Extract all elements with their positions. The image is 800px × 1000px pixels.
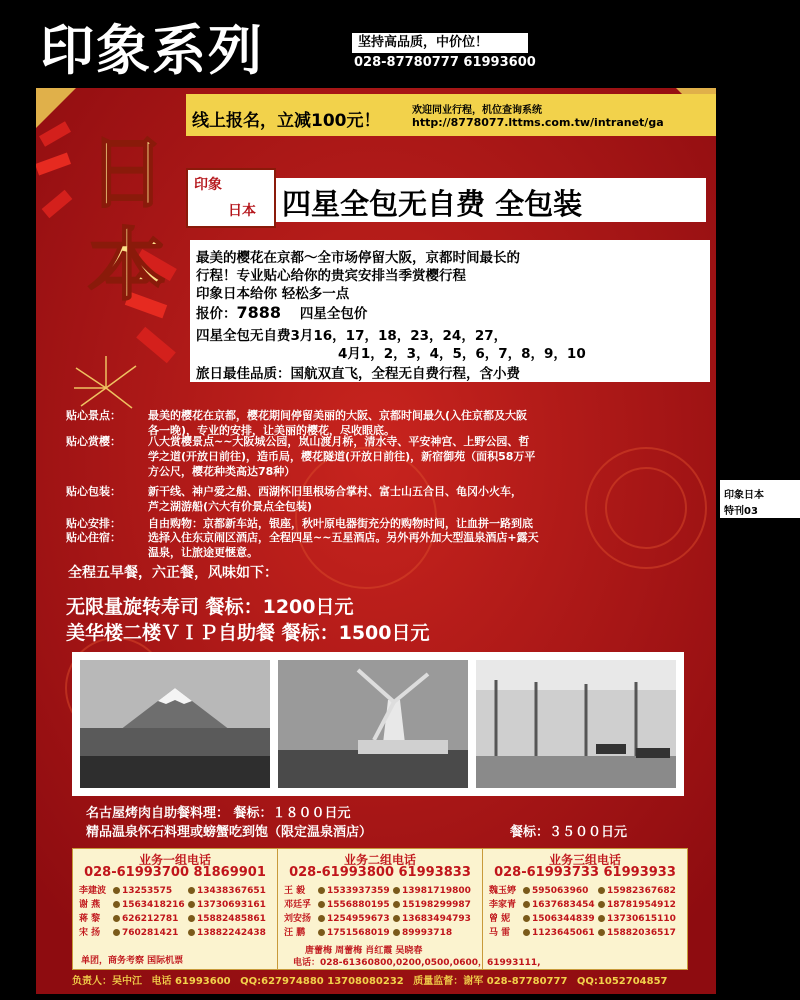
header-hotlines: 028-87780777 61993600 [354,55,536,70]
contact-icon [113,887,120,894]
series-title: 印象系列 [40,19,264,82]
contact-bottom-left: 单团，商务考察 国际机票 [81,956,184,966]
tip-line: 学之道(开放日前往)，造币局，樱花隧道(开放日前往)，新宿御苑（面积58万平 [148,450,536,463]
contact-bottom-mid2: 电话：028-61360800,0200,0500,0600，61993111, [293,958,541,968]
contact-person-row [489,897,676,910]
contact-icon [188,887,195,894]
contact-number[interactable]: 13683494793 [402,914,471,924]
photo-strip [72,652,684,796]
contact-person-row [284,925,468,938]
contact-icon [113,929,120,936]
contact-name: 谢 燕 [79,900,101,910]
contact-name: 魏玉婷 [489,886,517,896]
footer [72,972,716,992]
contact-icon [598,887,605,894]
contact-number[interactable]: 1254959673 [327,914,390,924]
tip-label: 贴心包装： [66,485,121,498]
contact-person-row [489,883,676,896]
contact-name: 蒋 黎 [79,914,101,924]
quality-line: 旅日最佳品质：国航双直飞，全程无自费行程，含小费 [196,366,520,382]
contact-person-row [489,925,676,938]
contact-number[interactable]: 13438367651 [197,886,266,896]
intro-line3: 印象日本给你 轻松多一点 [196,286,350,302]
windmill-photo [278,660,468,788]
contact-box [72,848,688,970]
contact-bottom-mid1: 唐蕾梅 周蕾梅 肖红霞 吴晓春 [305,946,423,956]
contact-name: 李家青 [489,900,517,910]
group-title: 业务二组电话 [343,853,416,867]
meal-2: 美华楼二楼ＶＩＰ自助餐 餐标：1500日元 [66,622,430,644]
contact-number[interactable]: 13882242438 [197,928,266,938]
dates-april: 4月1，2，3，4，5，6，7，8，9，10 [338,346,586,362]
contact-name: 马 雷 [489,928,511,938]
headline: 四星全包无自费 全包装 [282,187,583,221]
group-title: 业务一组电话 [138,853,211,867]
logo-seal [186,168,276,228]
tip-label: 贴心赏樱： [66,435,121,448]
footer-quality: 质量监督：谢军 028-87780777 [413,976,568,987]
price-row [196,302,367,322]
tip-line: 各一晚)，专业的安排，让美丽的樱花，尽收眼底。 [148,424,396,437]
logo-line1: 印象 [194,177,222,193]
contact-number[interactable]: 1556880195 [327,900,390,910]
tip-line: 选择入住东京闹区酒店，全程四星~~五星酒店。另外再外加大型温泉酒店+露天 [148,531,539,544]
restaurant-photo [476,660,676,788]
contact-icon [318,901,325,908]
tip-label: 贴心景点： [66,409,121,422]
tip-line: 芦之湖游船(六大有价景点全包装) [148,500,313,513]
meal-1: 无限量旋转寿司 餐标：1200日元 [66,596,354,618]
contact-icon [598,929,605,936]
contact-number[interactable]: 13730615110 [607,914,676,924]
meal-4-price: 餐标：３５００日元 [510,825,628,840]
contact-icon [598,915,605,922]
contact-icon [598,901,605,908]
peer-note: 欢迎同业行程，机位查询系统 [412,105,542,116]
price-value: 7888 [236,303,282,322]
meal-3: 名古屋烤肉自助餐料理： 餐标：１８００日元 [86,806,351,821]
contact-icon [523,901,530,908]
group-phone[interactable]: 028-61993800 61993833 [289,865,471,880]
contact-name: 王 毅 [284,886,306,896]
contact-icon [188,915,195,922]
contact-icon [393,887,400,894]
tip-label: 贴心安排： [66,517,121,530]
contact-person-row [284,911,471,924]
contact-number[interactable]: 1533937359 [327,886,390,896]
contact-person-row [284,897,471,910]
intro-line1: 最美的樱花在京都～全市场停留大阪，京都时间最长的 [196,250,520,266]
footer-qq2[interactable]: QQ:1052704857 [576,976,668,987]
tip-line: 新干线、神户爱之船、西湖怀旧里根场合掌村、富士山五合目、龟冈小火车， [148,485,522,498]
tip-line: 方公尺，樱花种类高达78种） [148,465,296,478]
contact-icon [393,929,400,936]
contact-number[interactable]: 760281421 [122,928,179,938]
contact-icon [113,915,120,922]
tip-line: 温泉，让旅途更惬意。 [148,546,258,559]
footer-manager: 负责人：吴中江 [72,976,142,987]
contact-number[interactable]: 13981719800 [402,886,471,896]
destination-title: 日本 [87,128,166,311]
contact-icon [318,887,325,894]
logo-line2: 日本 [228,203,256,219]
price-note: 四星全包价 [299,306,368,322]
contact-number[interactable]: 15198299987 [402,900,471,910]
group-title: 业务三组电话 [548,853,621,867]
contact-number[interactable]: 18781954912 [607,900,676,910]
footer-phone[interactable]: 电话 61993600 [151,976,231,987]
contact-number[interactable]: 1751568019 [327,928,390,938]
contact-person-row [79,911,266,924]
mount-fuji-photo [80,660,270,788]
contact-number[interactable]: 13730693161 [197,900,266,910]
contact-name: 李建波 [79,886,107,896]
contact-name: 宋 扬 [79,928,101,938]
contact-icon [188,929,195,936]
contact-number[interactable]: 1563418216 [122,900,185,910]
group-phone[interactable]: 028-61993733 61993933 [494,865,676,880]
intro-line2: 行程！专业贴心给你的贵宾安排当季赏樱行程 [196,268,466,284]
slogan: 坚持高品质，中价位！ [352,33,528,53]
contact-number[interactable]: 89993718 [402,928,453,938]
booking-url[interactable]: http://8778077.lttms.com.tw/intranet/ga [412,116,664,129]
contact-number[interactable]: 15882485861 [197,914,266,924]
contact-icon [113,901,120,908]
side-label-line2: 特刊03 [724,506,758,517]
dates-label: 四星全包无自费 [196,328,291,344]
contact-person-row [79,883,266,896]
contact-name: 汪 鹏 [284,928,306,938]
tip-line: 最美的樱花在京都，樱花期间停留美丽的大阪、京都时间最久(入住京都及大阪 [148,409,528,422]
footer-qq1[interactable]: QQ:627974880 13708080232 [240,976,404,987]
poster [36,88,716,994]
price-label: 报价： [196,306,237,322]
contact-number[interactable]: 1123645061 [532,928,595,938]
dates-row [196,324,507,344]
contact-person-row [284,883,471,896]
meal-4: 精品温泉怀石料理或螃蟹吃到饱（限定温泉酒店） [86,825,373,840]
contact-person-row [79,925,266,938]
tip-label: 贴心住宿： [66,531,121,544]
contact-icon [393,915,400,922]
tip-line: 八大赏樱景点~~大阪城公园，岚山渡月桥，清水寺、平安神宫、上野公园、哲 [148,435,530,448]
contact-icon [318,929,325,936]
contact-number[interactable]: 1506344839 [532,914,595,924]
contact-name: 刘安扬 [284,914,312,924]
contact-icon [188,901,195,908]
contact-person-row [79,897,266,910]
contact-icon [523,915,530,922]
contact-group-3 [483,849,687,969]
contact-number[interactable]: 13253575 [122,886,173,896]
contact-icon [523,887,530,894]
contact-icon [393,901,400,908]
contact-name: 邓廷孚 [284,900,312,910]
group-phone[interactable]: 028-61993700 81869901 [84,865,266,880]
contact-icon [523,929,530,936]
contact-number[interactable]: 595063960 [532,886,589,896]
dates-march: 3月16，17，18，23，24，27， [290,328,508,344]
contact-number[interactable]: 1637683454 [532,900,595,910]
contact-number[interactable]: 15882036517 [607,928,676,938]
contact-number[interactable]: 626212781 [122,914,179,924]
contact-number[interactable]: 15982367682 [607,886,676,896]
contact-name: 曾 妮 [489,914,511,924]
meals-intro: 全程五早餐，六正餐，风味如下： [68,565,278,581]
tip-line: 自由购物：京都新车站，银座，秋叶原电器街充分的购物时间，让血拼一路到底 [148,517,533,530]
side-label-line1: 印象日本 [724,490,764,501]
contact-person-row [489,911,676,924]
contact-group-1 [73,849,278,969]
promo-text: 线上报名，立减100元！ [192,111,381,131]
contact-icon [318,915,325,922]
